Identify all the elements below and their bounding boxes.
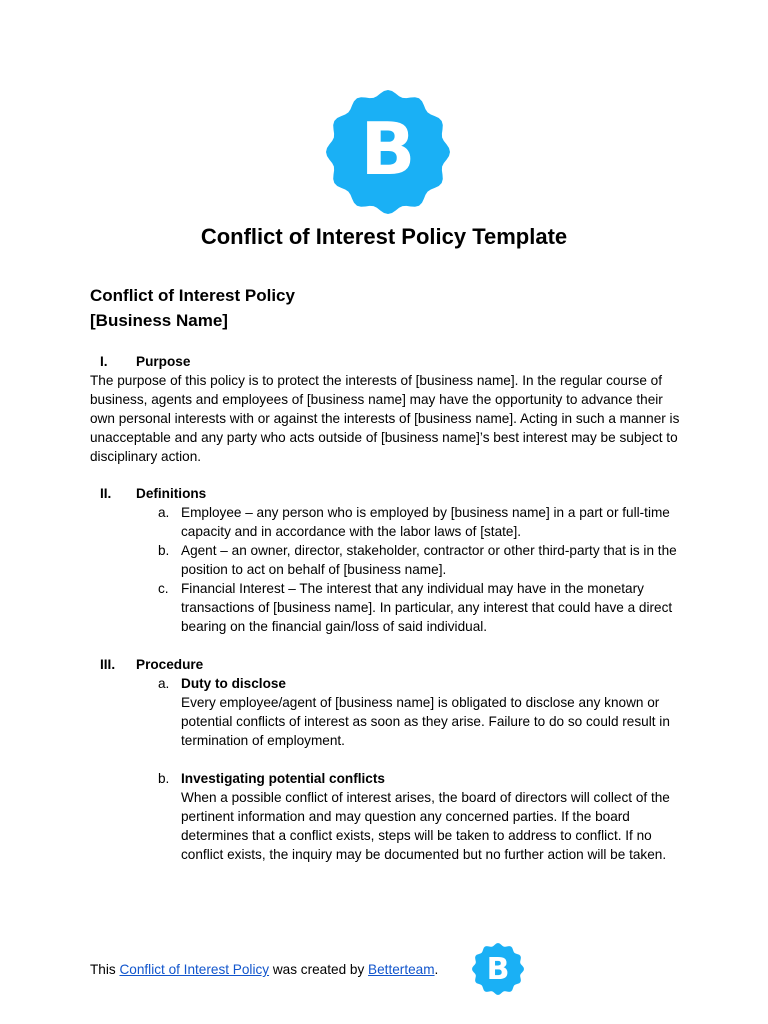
item-text: Employee – any person who is employed by [business name] in a part or full-time capacity and in accordance with the labor laws of [state]. — [181, 505, 670, 539]
footer-middle: was created by — [269, 962, 369, 977]
item-text: When a possible conflict of interest arises, the board of directors will collect of the pertinent information and may question any concerned parties. If the board determines that a conflict exists, steps will be taken to address to conflict. If no conflict exists, the inquiry may be documented but no further action will be taken. — [181, 790, 670, 862]
list-item — [90, 541, 690, 579]
policy-name: Conflict of Interest Policy — [90, 286, 295, 305]
betterteam-logo — [324, 90, 452, 214]
footer-prefix: This — [90, 962, 120, 977]
section-heading — [90, 655, 690, 674]
section-label: Purpose — [136, 354, 191, 369]
section-label: Procedure — [136, 657, 204, 672]
list-item — [90, 503, 690, 541]
section-number: I. — [100, 354, 108, 369]
section-purpose — [90, 352, 690, 466]
section-heading — [90, 484, 690, 503]
item-title: Investigating potential conflicts — [181, 771, 385, 786]
logo-letter: B — [486, 952, 510, 987]
badge-logo-icon — [324, 90, 452, 214]
betterteam-link[interactable]: Betterteam — [368, 962, 435, 977]
logo-letter: B — [360, 107, 416, 191]
list-item — [90, 579, 690, 636]
procedure-list — [90, 674, 690, 864]
business-name-placeholder: [Business Name] — [90, 311, 228, 330]
purpose-paragraph: The purpose of this policy is to protect the interests of [business name]. In the regular course of business, agents and employees of [business name] may have the opportunity to advance their own personal interests with or against the interests of [business name]. Acting in such a manner is unacceptable and any party who acts outside of [business name]’s best interest may be subject to disciplinary action. — [90, 373, 680, 464]
conflict-policy-link[interactable]: Conflict of Interest Policy — [119, 962, 270, 977]
section-heading — [90, 352, 690, 371]
item-letter: b. — [158, 771, 170, 786]
item-text: Every employee/agent of [business name] is obligated to disclose any known or potential conflicts of interest as soon as they arise. Failure to do so could result in termination of employment. — [181, 695, 670, 748]
section-number: II. — [100, 486, 112, 501]
definitions-list — [90, 503, 690, 636]
item-text: Financial Interest – The interest that any individual may have in the monetary transactions of [business name]. In particular, any interest that could have a direct bearing on the financial gain/loss of said individual. — [181, 581, 673, 634]
item-title: Duty to disclose — [181, 676, 286, 691]
footer-logo — [472, 942, 524, 996]
item-letter: b. — [158, 543, 170, 558]
item-letter: a. — [158, 676, 170, 691]
footer-suffix: . — [434, 962, 439, 977]
section-procedure — [90, 655, 690, 864]
footer-credit — [90, 960, 438, 979]
item-text: Agent – an owner, director, stakeholder, contractor or other third-party that is in the position to act on behalf of [business name]. — [181, 543, 677, 577]
list-item — [90, 674, 690, 750]
badge-logo-icon — [472, 942, 524, 996]
section-number: III. — [100, 657, 116, 672]
section-label: Definitions — [136, 486, 207, 501]
policy-heading — [90, 283, 295, 333]
page-title: Conflict of Interest Policy Template — [200, 224, 568, 249]
list-spacer — [90, 750, 690, 769]
item-letter: a. — [158, 505, 170, 520]
section-definitions — [90, 484, 690, 636]
list-item — [90, 769, 690, 864]
item-letter: c. — [158, 581, 169, 596]
